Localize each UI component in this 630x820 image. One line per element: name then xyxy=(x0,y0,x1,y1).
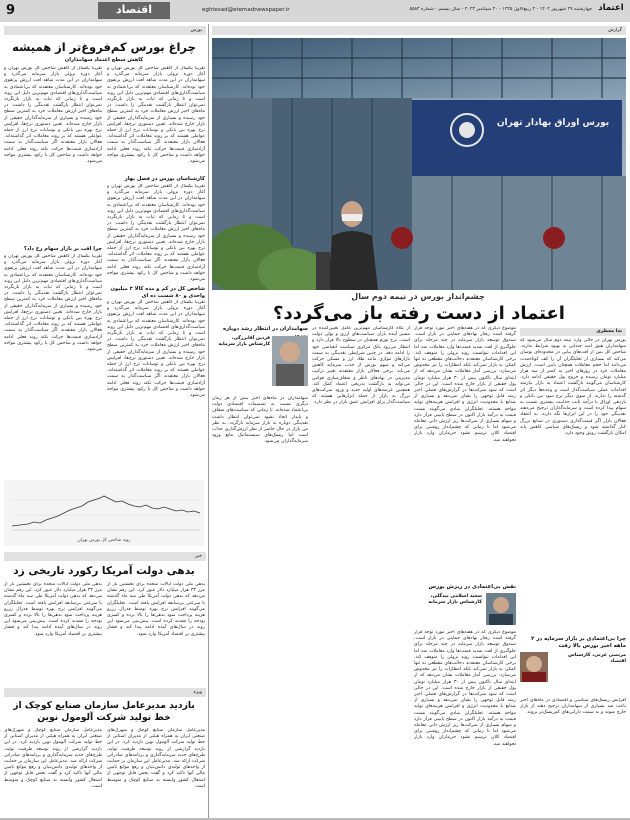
section-tag-bourse: بورس xyxy=(4,26,206,35)
quote-3-body: افزایش ریسک‌های سیاسی و اقتصادی در ماه‌های اخیر باعث شد بسیاری از سهامداران ترجیح دهند از بازار خارج شوند و به سمت دارایی‌های کم‌ریسک‌تر بروند. xyxy=(520,698,626,716)
building-photo xyxy=(212,38,626,290)
quote-2-photo xyxy=(486,593,516,625)
left-bottom-body-b: مدیرعامل سازمان صنایع کوچک و شهرک‌های صنعتی ایران به همراه هیئتی از مدیران استانی از خط تولید شرکت آلومول نوین بازدید کرد. در این بازدید گزارشی از روند توسعه ظرفیت تولید، طرح‌های جدید سرمایه‌گذاری و برنامه‌های صادراتی شرکت ارائه شد. مدیرعامل این سازمان بر حمایت از واحدهای تولیدی دانش‌بنیان و رفع موانع تامین مالی آنها تاکید کرد و گفت بخش قابل توجهی از اشتغال کشور وابسته به صنایع کوچک و متوسط است. xyxy=(107,728,205,789)
quote-1-name: فردین آقابزرگی، کارشناس بازار سرمایه xyxy=(218,336,270,347)
left-subhead-3: شاخص کل در کم و مده کالا ۳ میلیون واحدی و ۸۰ شست ده ای xyxy=(110,286,205,299)
quote-2-title: نقش بی‌اعتمادی در ریزش بورس xyxy=(428,584,516,590)
left-top-body-col-a: تقریبا یکسال از کاهش شاخص کل بورس تهران و آغاز دوره نزولی بازار سرمایه می‌گذرد و سهامداران در این مدت شاهد افت ارزش پرتفوی خود بوده‌اند. کارشناسان معتقدند که بی‌اعتمادی به سیاست‌گذاری‌های اقتصادی مهم‌ترین دلیل این روند است و تا زمانی که ثبات به بازار بازنگردد نمی‌توان انتظار بازگشت نقدینگی را داشت. در ماه‌های اخیر ارزش معاملات خرد به کمترین سطح خود رسیده و بسیاری از سرمایه‌گذاران حقیقی از بازار خارج شده‌اند. تعیین دستوری نرخ‌ها، افزایش نرخ بهره بین بانکی و نوسانات نرخ ارز از جمله عواملی هستند که بر روند معاملات اثر گذاشته‌اند. فعالان بازار معتقدند اگر سیاست‌گذار به سمت آزادسازی قیمت‌ها حرکت نکند روند فعلی ادامه خواهد داشت و شاخص کل با رکود بیشتری مواجه می‌شود. xyxy=(4,66,102,165)
quote-3-title: چرا بی‌اعتمادی بر بازار سرمایه در ۲ ماهه اخیر بورس بالا رفت xyxy=(531,636,626,649)
left-top-body-col-b3: تقریبا یکسال از کاهش شاخص کل بورس تهران و آغاز دوره نزولی بازار سرمایه می‌گذرد و سهامداران در این مدت شاهد افت ارزش پرتفوی خود بوده‌اند. کارشناسان معتقدند که بی‌اعتمادی به سیاست‌گذاری‌های اقتصادی مهم‌ترین دلیل این روند است و تا زمانی که ثبات به بازار بازنگردد نمی‌توان انتظار بازگشت نقدینگی را داشت. در ماه‌های اخیر ارزش معاملات خرد به کمترین سطح خود رسیده و بسیاری از سرمایه‌گذاران حقیقی از بازار خارج شده‌اند. تعیین دستوری نرخ‌ها، افزایش نرخ بهره بین بانکی و نوسانات نرخ ارز از جمله عواملی هستند که بر روند معاملات اثر گذاشته‌اند. فعالان بازار معتقدند اگر سیاست‌گذار به سمت آزادسازی قیمت‌ها حرکت نکند روند فعلی ادامه خواهد داشت و شاخص کل با رکود بیشتری مواجه می‌شود. xyxy=(107,300,205,399)
left-mid-body-a: بدهی ملی دولت ایالات متحده برای نخستین بار از مرز ۳۳ هزار میلیارد دلار عبور کرد. این رقم نشان می‌دهد که بدهی دولت آمریکا طی سه ماه گذشته با سرعتی بی‌سابقه افزایش یافته است. تحلیلگران می‌گویند افزایش نرخ بهره توسط فدرال رزرو هزینه پرداخت سود بدهی‌ها را بالا برده و کسری بودجه را تشدید کرده است. پیش‌بینی می‌شود این روند در سال‌های آینده ادامه پیدا کند و فشار بیشتری بر اقتصاد آمریکا وارد شود. xyxy=(4,582,102,637)
index-chart-caption: روند شاخص کل بورس تهران xyxy=(77,538,131,543)
quote-3-box xyxy=(520,636,626,696)
dateline: چهارشنبه ۲۹ شهریور ۱۴۰۲ - ۴ ربیع‌الاول ۱۴۴۵ - ۲۰ سپتامبر ۲۰۲۳ - سال بیستم - شماره ۵۵۸۳ xyxy=(409,7,592,12)
left-top-body-col-b2: تقریبا یکسال از کاهش شاخص کل بورس تهران و آغاز دوره نزولی بازار سرمایه می‌گذرد و سهامداران در این مدت شاهد افت ارزش پرتفوی خود بوده‌اند. کارشناسان معتقدند که بی‌اعتمادی به سیاست‌گذاری‌های اقتصادی مهم‌ترین دلیل این روند است و تا زمانی که ثبات به بازار بازنگردد نمی‌توان انتظار بازگشت نقدینگی را داشت. در ماه‌های اخیر ارزش معاملات خرد به کمترین سطح خود رسیده و بسیاری از سرمایه‌گذاران حقیقی از بازار خارج شده‌اند. تعیین دستوری نرخ‌ها، افزایش نرخ بهره بین بانکی و نوسانات نرخ ارز از جمله عواملی هستند که بر روند معاملات اثر گذاشته‌اند. فعالان بازار معتقدند اگر سیاست‌گذار به سمت آزادسازی قیمت‌ها حرکت نکند روند فعلی ادامه خواهد داشت و شاخص کل با رکود بیشتری مواجه می‌شود. xyxy=(107,184,205,282)
left-top-body-col-b: تقریبا یکسال از کاهش شاخص کل بورس تهران و آغاز دوره نزولی بازار سرمایه می‌گذرد و سهامداران در این مدت شاهد افت ارزش پرتفوی خود بوده‌اند. کارشناسان معتقدند که بی‌اعتمادی به سیاست‌گذاری‌های اقتصادی مهم‌ترین دلیل این روند است و تا زمانی که ثبات به بازار بازنگردد نمی‌توان انتظار بازگشت نقدینگی را داشت. در ماه‌های اخیر ارزش معاملات خرد به کمترین سطح خود رسیده و بسیاری از سرمایه‌گذاران حقیقی از بازار خارج شده‌اند. تعیین دستوری نرخ‌ها، افزایش نرخ بهره بین بانکی و نوسانات نرخ ارز از جمله عواملی هستند که بر روند معاملات اثر گذاشته‌اند. فعالان بازار معتقدند اگر سیاست‌گذار به سمت آزادسازی قیمت‌ها حرکت نکند روند فعلی ادامه خواهد داشت و شاخص کل با رکود بیشتری مواجه می‌شود. xyxy=(107,66,205,165)
left-top-headline: چراغ بورس کم‌فروغ‌تر از همیشه xyxy=(12,40,196,54)
section-tag-news: خبر xyxy=(4,552,206,561)
section-tag-report: گزارش xyxy=(212,26,626,35)
main-col-middle-a: موضوع دیگری که در هفته‌های اخیر مورد توجه قرار گرفته است رفتار نهادهای حمایتی در بازار است. صندوق توسعه بازار سرمایه در چند مرحله برای جلوگیری از افت شدید قیمت‌ها وارد معاملات شد اما این اقدامات نتوانست روند نزولی را متوقف کند. برخی کارشناسان معتقدند دخالت‌های مقطعی نه تنها کمکی به بازار نمی‌کند بلکه انتظارات را نیز مخدوش می‌سازد. بررسی آمار معاملات نشان می‌دهد که از ابتدای سال تاکنون بیش از ۳۰ هزار میلیارد تومان پول حقیقی از بازار خارج شده است. این در حالی است که سود شرکت‌ها در گزارش‌های فصلی اخیر رشد قابل توجهی را نشان نمی‌دهد و بسیاری از صنایع با محدودیت انرژی و افزایش هزینه‌های تولید مواجه هستند. تحلیلگران بنیادی می‌گویند نسبت قیمت به درآمد بازار اکنون در سطح پایینی قرار دارد و سهام بسیاری از شرکت‌ها زیر ارزش ذاتی معامله می‌شود اما تا زمانی که چشم‌انداز روشنی برای اقتصاد کلان ترسیم نشود خریداران وارد بازار نخواهند شد. xyxy=(414,326,516,443)
section-tag-special: ویژه xyxy=(4,688,206,697)
main-col-middle-b: موضوع دیگری که در هفته‌های اخیر مورد توجه قرار گرفته است رفتار نهادهای حمایتی در بازار است. صندوق توسعه بازار سرمایه در چند مرحله برای جلوگیری از افت شدید قیمت‌ها وارد معاملات شد اما این اقدامات نتوانست روند نزولی را متوقف کند. برخی کارشناسان معتقدند دخالت‌های مقطعی نه تنها کمکی به بازار نمی‌کند بلکه انتظارات را نیز مخدوش می‌سازد. بررسی آمار معاملات نشان می‌دهد که از ابتدای سال تاکنون بیش از ۳۰ هزار میلیارد تومان پول حقیقی از بازار خارج شده است. این در حالی است که سود شرکت‌ها در گزارش‌های فصلی اخیر رشد قابل توجهی را نشان نمی‌دهد و بسیاری از صنایع با محدودیت انرژی و افزایش هزینه‌های تولید مواجه هستند. تحلیلگران بنیادی می‌گویند نسبت قیمت به درآمد بازار اکنون در سطح پایینی قرار دارد و سهام بسیاری از شرکت‌ها زیر ارزش ذاتی معامله می‌شود اما تا زمانی که چشم‌انداز روشنی برای اقتصاد کلان ترسیم نشود خریداران وارد بازار نخواهند شد. xyxy=(414,630,516,747)
quote-1-title: سهامداران در انتظار رشد دوباره xyxy=(222,326,308,332)
main-kicker: چشم‌انداز بورس در نیمه دوم سال xyxy=(351,292,485,301)
logo: اعتماد xyxy=(598,3,624,13)
left-bottom-headline: بازدید مدیرعامل سازمان صنایع کوچک از خط تولید شرکت آلومول نوین xyxy=(13,700,195,723)
index-chart xyxy=(4,480,204,546)
main-headline: اعتماد از دست رفته باز می‌گردد؟ xyxy=(273,303,565,324)
left-subhead-1: کارشناسان بورس در فصل بهار xyxy=(124,176,205,182)
left-top-body-col-a2: تقریبا یکسال از کاهش شاخص کل بورس تهران و آغاز دوره نزولی بازار سرمایه می‌گذرد و سهامداران در این مدت شاهد افت ارزش پرتفوی خود بوده‌اند. کارشناسان معتقدند که بی‌اعتمادی به سیاست‌گذاری‌های اقتصادی مهم‌ترین دلیل این روند است و تا زمانی که ثبات به بازار بازنگردد نمی‌توان انتظار بازگشت نقدینگی را داشت. در ماه‌های اخیر ارزش معاملات خرد به کمترین سطح خود رسیده و بسیاری از سرمایه‌گذاران حقیقی از بازار خارج شده‌اند. تعیین دستوری نرخ‌ها، افزایش نرخ بهره بین بانکی و نوسانات نرخ ارز از جمله عواملی هستند که بر روند معاملات اثر گذاشته‌اند. فعالان بازار معتقدند اگر سیاست‌گذار به سمت آزادسازی قیمت‌ها حرکت نکند روند فعلی ادامه خواهد داشت و شاخص کل با رکود بیشتری مواجه می‌شود. xyxy=(4,254,102,353)
column-divider xyxy=(208,24,209,818)
author-name: ندا معظری xyxy=(596,329,622,334)
quote-2-name: سعید اسلامی بیدگلی، کارشناس بازار سرمایه xyxy=(428,594,482,605)
left-bottom-body-a: مدیرعامل سازمان صنایع کوچک و شهرک‌های صنعتی ایران به همراه هیئتی از مدیران استانی از خط تولید شرکت آلومول نوین بازدید کرد. در این بازدید گزارشی از روند توسعه ظرفیت تولید، طرح‌های جدید سرمایه‌گذاری و برنامه‌های صادراتی شرکت ارائه شد. مدیرعامل این سازمان بر حمایت از واحدهای تولیدی دانش‌بنیان و رفع موانع تامین مالی آنها تاکید کرد و گفت بخش قابل توجهی از اشتغال کشور وابسته به صنایع کوچک و متوسط است. xyxy=(4,728,102,789)
quote-1-photo xyxy=(272,336,308,386)
main-col-right-a: بورس تهران در حالی وارد نیمه دوم سال می‌شود که سهامداران هنوز امید چندانی به بهبود شرایط ندارند. شاخص کل پس از افت‌های پیاپی در محدوده‌ای نوسان می‌کند که بسیاری از تحلیلگران آن را کف کوتاه‌مدت می‌دانند اما حجم معاملات همچنان پایین است. ارزش معاملات خرد در روزهای اخیر به کمتر از سه هزار میلیارد تومان رسیده و خروج پول حقیقی ادامه دارد. کارشناسان می‌گویند بازگشت اعتماد به بازار نیازمند اقدامات عملی سیاست‌گذار است و وعده‌ها دیگر اثر گذشته را ندارند. از سوی دیگر نرخ سود بین بانکی و بازدهی اوراق با درآمد ثابت جذابیت بیشتری نسبت به سهام پیدا کرده است و سرمایه‌گذاران ترجیح می‌دهند نقدینگی خود را در این ابزارها نگه دارند. به اعتقاد فعالان بازار اگر قیمت‌گذاری دستوری در صنایع بزرگ کنار گذاشته شود و ریسک‌های سیاسی کاهش یابد امکان بازگشت رونق وجود دارد. xyxy=(520,338,626,437)
left-mid-body-b: بدهی ملی دولت ایالات متحده برای نخستین بار از مرز ۳۳ هزار میلیارد دلار عبور کرد. این رقم نشان می‌دهد که بدهی دولت آمریکا طی سه ماه گذشته با سرعتی بی‌سابقه افزایش یافته است. تحلیلگران می‌گویند افزایش نرخ بهره توسط فدرال رزرو هزینه پرداخت سود بدهی‌ها را بالا برده و کسری بودجه را تشدید کرده است. پیش‌بینی می‌شود این روند در سال‌های آینده ادامه پیدا کند و فشار بیشتری بر اقتصاد آمریکا وارد شود. xyxy=(107,582,205,637)
photo-sign-text: بورس اوراق بهادار تهران xyxy=(496,118,610,128)
email: eghtesad@etemadnewspaper.ir xyxy=(202,7,290,13)
page-number: 9 xyxy=(6,3,16,18)
main-col-left-a: از نگاه کارشناسان مهم‌ترین عامل تعیین‌کننده در مسیر آینده بازار، سیاست‌های ارزی و پولی دولت است. نرخ تورم همچنان در سطوح بالا قرار دارد و انتظار می‌رود بانک مرکزی سیاست انقباضی خود را ادامه دهد. در چنین شرایطی نقدینگی به سمت بازارهای موازی مانند طلا، ارز و مسکن حرکت می‌کند و سهم بورس از جذب سرمایه کاهش می‌یابد. برخی فعالان بازار معتقدند تغییر ترکیب مدیریتی در نهادهای ناظر و شفاف‌سازی قوانین می‌تواند به بازگشت تدریجی اعتماد کمک کند. همچنین عرضه‌های اولیه جدید و ورود شرکت‌های بزرگ به بازار از جمله ابزارهایی هستند که سیاست‌گذار برای افزایش عمق بازار در نظر دارد. xyxy=(312,326,410,406)
quote-1-body: سهامداران در ماه‌های اخیر بیش از هر زمان دیگری نسبت به تصمیمات اقتصادی دولت بی‌اعتماد شده‌اند. تا زمانی که سیاست‌های شفاف و پایدار اتخاذ نشود نمی‌توان انتظار داشت نقدینگی دوباره به بازار سرمایه بازگردد. به نظر من بازار در حال حاضر از نظر ارزش‌گذاری جذاب است اما ریسک‌های سیستماتیک مانع ورود سرمایه‌گذاران می‌شود. xyxy=(212,396,308,445)
section-label: اقتصاد xyxy=(115,3,153,16)
quote-3-photo xyxy=(520,652,548,682)
left-top-byline: کاهش سطح اعتماد سهامداران xyxy=(64,57,144,63)
left-mid-headline: بدهی دولت آمریکا رکورد تاریخی زد xyxy=(13,565,195,577)
main-photo xyxy=(212,38,626,290)
index-chart-line xyxy=(4,480,204,538)
quote-1-box xyxy=(212,326,308,394)
quote-3-name: مرتضی عزتی، کارشناس اقتصاد xyxy=(568,653,626,664)
left-subhead-2: چرا افت بر بازار سهام رخ داد؟ xyxy=(23,246,102,252)
